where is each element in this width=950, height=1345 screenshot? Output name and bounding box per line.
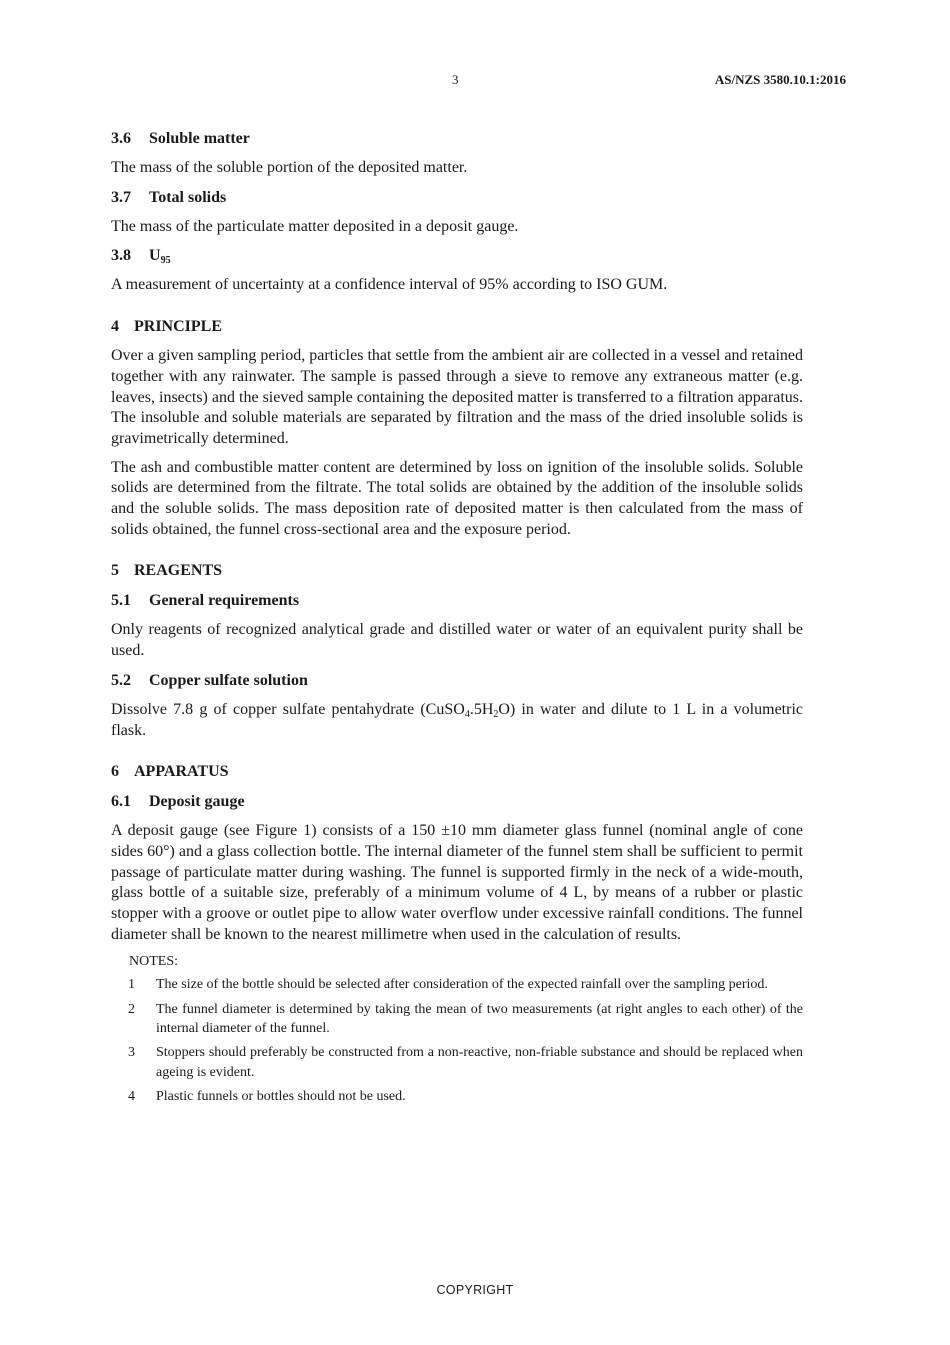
heading-6-1: 6.1 Deposit gauge [111, 793, 245, 811]
note-item: 2 The funnel diameter is determined by taking the mean of two measurements (at right angles to each other) of the internal diameter of the funnel. [128, 1001, 803, 1037]
heading-5-2: 5.2 Copper sulfate solution [111, 671, 308, 689]
copyright-footer: COPYRIGHT [436, 1283, 514, 1297]
heading-3-6: 3.6 Soluble matter [111, 130, 250, 147]
heading-6-apparatus: 6 APPARATUS [111, 763, 229, 781]
heading-5-1: 5.1 General requirements [111, 592, 300, 610]
text-3-7: The mass of the particulate matter deposited in a deposit gauge. [111, 217, 519, 235]
text-6-1: A deposit gauge (see Figure 1) consists of a 150 ±10 mm diameter glass funnel (nominal angle of cone sides 60°) and a glass collection bottle. The internal diameter of the funnel stem shall be sufficient to permit passage of particulate matter during washing. The funnel is supported firmly in the neck of a wide-mouth, glass bottle of a suitable size, preferably of a minimum volume of 4 L, by means of a rubber or plastic stopper with a groove or outlet pipe to allow water overflow under excessive rainfall conditions. The funnel diameter shall be known to the nearest millimetre when used in the calculation of results. [111, 822, 803, 943]
page-content [111, 128, 803, 1111]
text-3-8: A measurement of uncertainty at a confidence interval of 95% according to ISO GUM. [111, 276, 668, 294]
notes-title: NOTES: [129, 954, 178, 970]
heading-3-8: 3.8 $U_{95}$ [111, 247, 171, 267]
text-5-1: Only reagents of recognized analytical grade and distilled water or water of an equivalent purity shall be used. [111, 621, 803, 660]
text-5-2: Dissolve 7.8 g of copper sulfate pentahydrate $(CuSO_4.5H_2O)$ in water and dilute to 1 L in a volumetric flask. [111, 700, 803, 739]
page-number: 3 [452, 72, 459, 87]
text-4-para-1: Over a given sampling period, particles that settle from the ambient air are collected in a vessel and retained together with any rainwater. The sample is passed through a sieve to remove any extraneous matter (e.g. leaves, insects) and the sieved sample containing the deposited matter is transferred to a filtration apparatus. The insoluble and soluble materials are separated by filtration and the mass of the dried insoluble solids is gravimetrically determined. [111, 347, 803, 447]
note-item: 1 The size of the bottle should be selected after consideration of the expected rainfall over the sampling period. [128, 977, 768, 993]
heading-5-reagents: 5 REAGENTS [111, 562, 223, 580]
text-3-6: The mass of the soluble portion of the deposited matter. [111, 159, 468, 176]
heading-3-7: 3.7 Total solids [111, 188, 227, 206]
text-4-para-2: The ash and combustible matter content are determined by loss on ignition of the insoluble solids. Soluble solids are determined from the filtrate. The total solids are obtained by the addition of the insoluble solids and the soluble solids. The mass deposition rate of deposited matter is then calculated from the mass of solids obtained, the funnel cross-sectional area and the exposure period. [111, 458, 803, 538]
note-item: 3 Stoppers should preferably be constructed from a non-reactive, non-friable substance and should be replaced when ageing is evident. [128, 1045, 803, 1080]
note-item: 4 Plastic funnels or bottles should not be used. [128, 1088, 406, 1104]
document-id: AS/NZS 3580.10.1:2016 [714, 72, 846, 87]
heading-4-principle: 4 PRINCIPLE [111, 318, 223, 336]
